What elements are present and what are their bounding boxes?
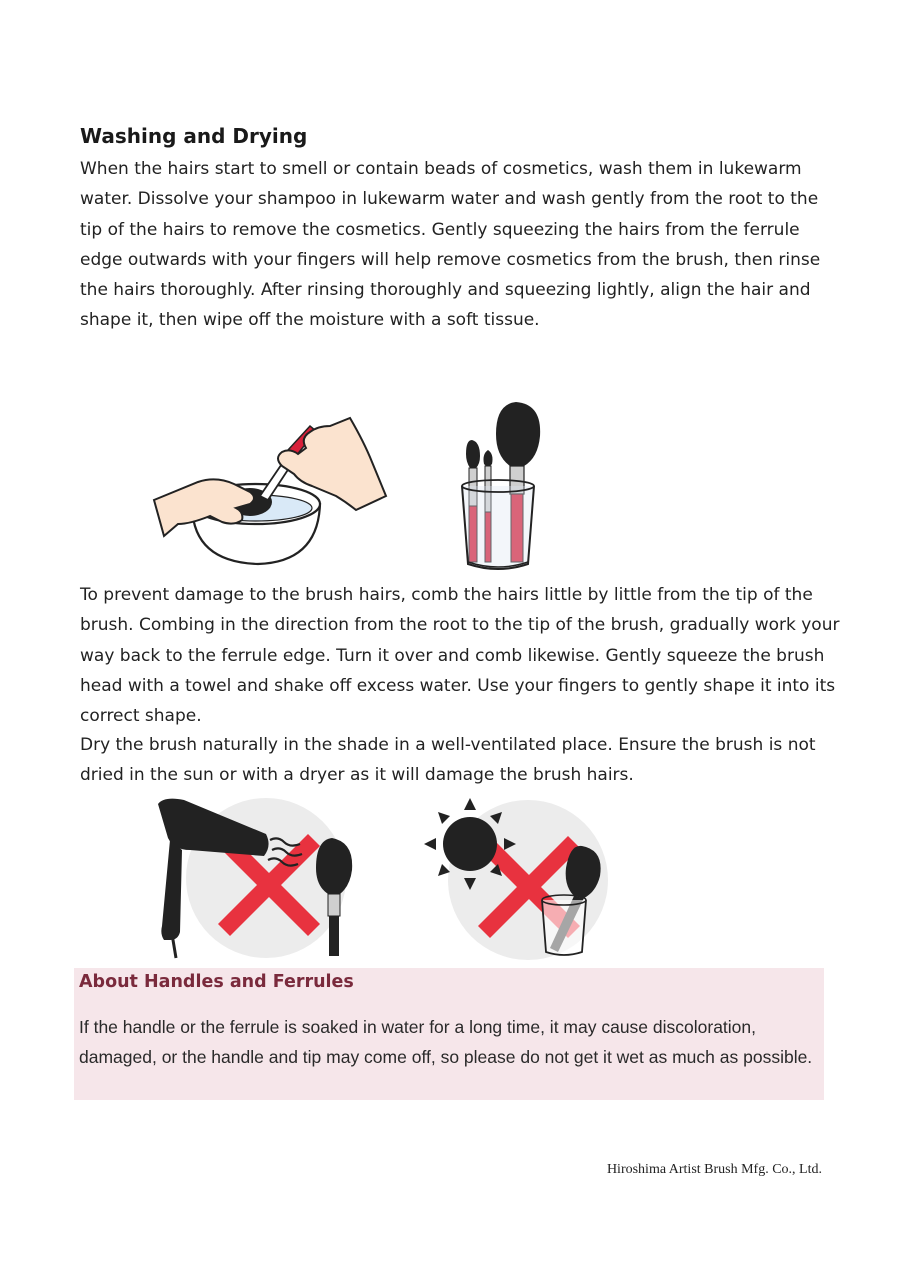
washing-paragraph: When the hairs start to smell or contain beads of cosmetics, wash them in lukewarm water. Dissolve your shampoo in lukewarm water and wash gently from the root to the tip of the hairs to remove the cosmetics. Gently squeezing the hairs from the ferrule edge outwards with your fingers will help remove cosmetics from the brush, then rinse the hairs thoroughly. After rinsing thoroughly and squeezing lightly, align the hair and shape it, then wipe off the moisture with a soft tissue. [80, 159, 821, 331]
no-sun-drying-illustration [424, 796, 610, 962]
drying-paragraph: Dry the brush naturally in the shade in a well-ventilated place. Ensure the brush is not dried in the sun or with a dryer as it will damage the brush hairs. [80, 735, 816, 786]
section-title: Washing and Drying [80, 124, 308, 148]
brushes-in-glass-illustration [458, 398, 548, 574]
combing-paragraph: To prevent damage to the brush hairs, comb the hairs little by little from the tip of the brush. Combing in the direction from the root to the tip of the brush, gradually work your way back to the ferrule edge. Turn it over and comb likewise. Gently squeeze the brush head with a towel and shake off excess water. Use your fingers to gently shape it into its correct shape. [80, 585, 840, 727]
note-title: About Handles and Ferrules [79, 972, 354, 992]
handles-ferrules-note [74, 968, 824, 1100]
company-footer: Hiroshima Artist Brush Mfg. Co., Ltd. [606, 1162, 822, 1177]
washing-bowl-illustration [150, 412, 390, 570]
note-text: If the handle or the ferrule is soaked in water for a long time, it may cause discoloration, damaged, or the handle and tip may come off, so please do not get it wet as much as possible. [79, 1017, 813, 1068]
no-hair-dryer-illustration [154, 794, 360, 960]
